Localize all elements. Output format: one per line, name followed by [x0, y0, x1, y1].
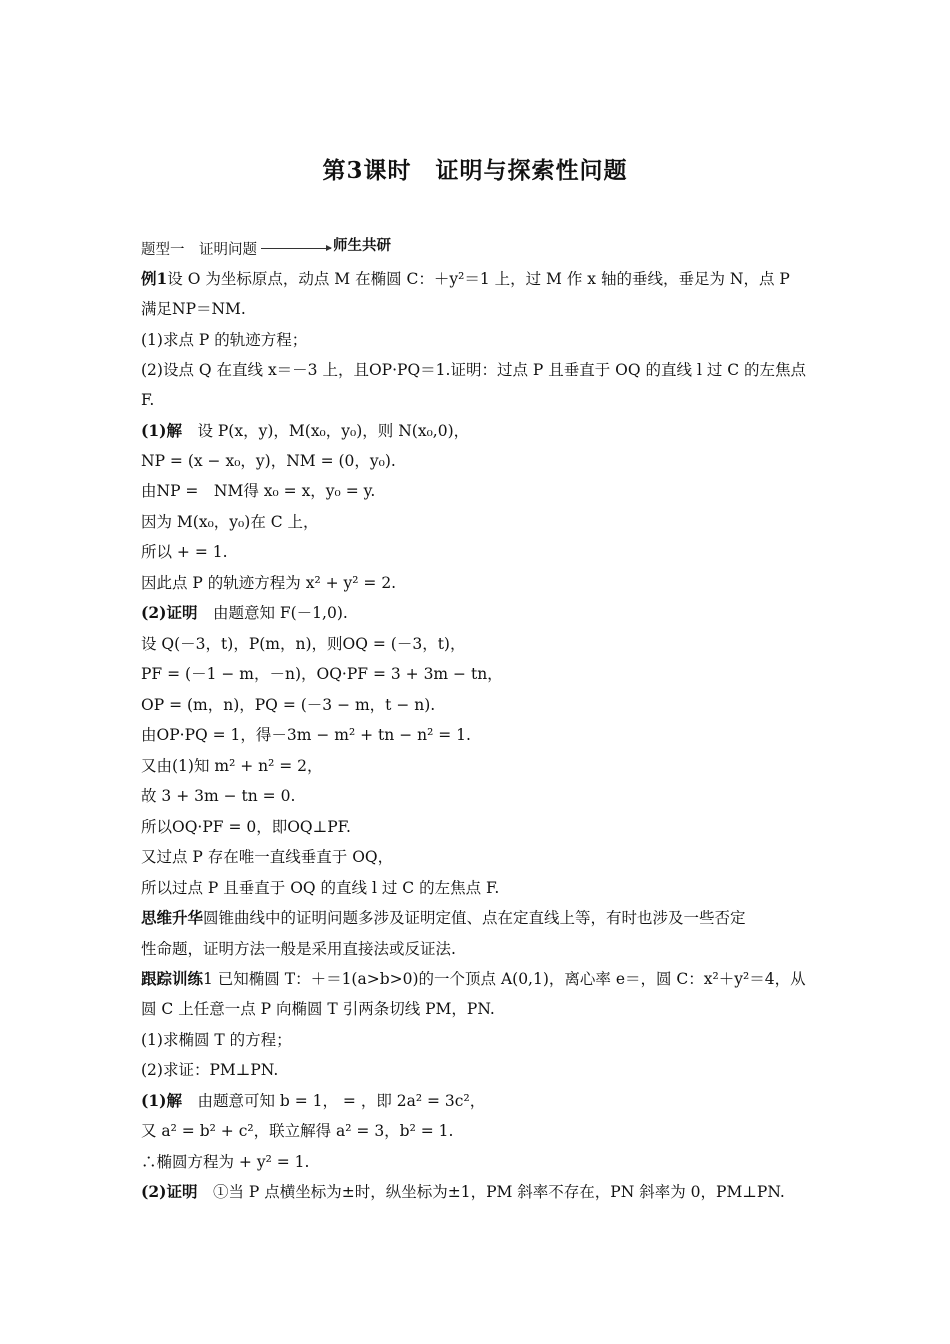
- line-text: ①当 P 点横坐标为±时，纵坐标为±1，PM 斜率不存在，PN 斜率为 0，PM⊥PN.: [197, 1183, 785, 1201]
- text-line: [141, 1182, 813, 1202]
- line-text: (2)求证：PM⊥PN.: [141, 1061, 279, 1079]
- text-line: [141, 664, 813, 684]
- text-line: [141, 1091, 813, 1111]
- line-text: 因此点 P 的轨迹方程为 x² + y² = 2.: [141, 574, 397, 592]
- text-line: [141, 1060, 813, 1080]
- line-text: (2)设点 Q 在直线 x＝－3 上，且OP·PQ＝1.证明：过点 P 且垂直于 OQ 的直线 l 过 C 的左焦点: [141, 361, 807, 379]
- text-line: [141, 573, 813, 593]
- line-text: 圆锥曲线中的证明问题多涉及证明定值、点在定直线上等，有时也涉及一些否定: [203, 909, 746, 927]
- line-text: 1 已知椭圆 T：＋＝1(a>b>0)的一个顶点 A(0,1)，离心率 e＝，圆 C：x²＋y²＝4，从: [203, 970, 806, 988]
- text-line: [141, 878, 813, 898]
- line-text: OP = (m，n)，PQ = (－3 − m，t − n).: [141, 696, 436, 714]
- line-text: 所以过点 P 且垂直于 OQ 的直线 l 过 C 的左焦点 F.: [141, 879, 500, 897]
- line-text: 圆 C 上任意一点 P 向椭圆 T 引两条切线 PM，PN.: [141, 1000, 495, 1018]
- line-label: (1)解: [141, 421, 182, 440]
- text-line: [141, 634, 813, 654]
- text-line: [141, 969, 813, 989]
- text-line: [141, 512, 813, 532]
- text-line: [141, 451, 813, 471]
- line-text: NP = (x − x₀，y)，NM = (0，y₀).: [141, 452, 396, 470]
- line-text: 设 O 为坐标原点，动点 M 在椭圆 C：＋y²＝1 上，过 M 作 x 轴的垂线，垂足为 N，点 P: [167, 270, 790, 288]
- line-text: 由题意可知 b = 1， = ，即 2a² = 3c²，: [181, 1092, 486, 1110]
- section-tag: 师生共研: [333, 237, 391, 254]
- line-text: 设 P(x，y)，M(x₀，y₀)，则 N(x₀,0)，: [181, 422, 470, 440]
- line-text: (1)求点 P 的轨迹方程；: [141, 331, 308, 349]
- title-lesson: 第3课时: [322, 157, 412, 184]
- section-heading: [141, 238, 391, 259]
- text-line: [141, 390, 813, 410]
- line-label: 跟踪训练: [141, 969, 204, 988]
- text-line: [141, 756, 813, 776]
- line-label: 思维升华: [141, 908, 204, 927]
- text-line: [141, 299, 813, 319]
- text-line: [141, 817, 813, 837]
- title-topic: 证明与探索性问题: [435, 157, 628, 184]
- text-line: [141, 695, 813, 715]
- text-line: [141, 725, 813, 745]
- line-text: 满足NP＝NM.: [141, 300, 246, 318]
- text-line: [141, 786, 813, 806]
- line-text: ∴椭圆方程为 + y² = 1.: [141, 1153, 310, 1171]
- text-line: [141, 908, 813, 928]
- line-text: 由题意知 F(－1,0).: [197, 604, 348, 622]
- line-text: 设 Q(－3，t)，P(m，n)，则OQ = (－3，t)，: [141, 635, 466, 653]
- text-line: [141, 1152, 813, 1172]
- text-line: [141, 1030, 813, 1050]
- text-line: [141, 1121, 813, 1141]
- line-text: 又过点 P 存在唯一直线垂直于 OQ，: [141, 848, 394, 866]
- text-line: [141, 939, 813, 959]
- arrow-icon: [261, 248, 331, 249]
- text-line: [141, 999, 813, 1019]
- text-line: [141, 330, 813, 350]
- line-text: (1)求椭圆 T 的方程；: [141, 1031, 292, 1049]
- line-text: 因为 M(x₀，y₀)在 C 上，: [141, 513, 319, 531]
- text-line: [141, 269, 813, 289]
- text-line: [141, 542, 813, 562]
- line-text: 故 3 + 3m − tn = 0.: [141, 787, 296, 805]
- line-text: 所以OQ·PF = 0，即OQ⊥PF.: [141, 818, 351, 836]
- section-label: 题型一 证明问题: [141, 242, 257, 258]
- line-text: PF = (－1 − m，－n)，OQ·PF = 3 + 3m − tn，: [141, 665, 503, 683]
- line-text: 由NP = NM得 x₀ = x，y₀ = y.: [141, 482, 376, 500]
- line-label: (2)证明: [141, 603, 198, 622]
- line-text: 由OP·PQ = 1，得－3m − m² + tn − n² = 1.: [141, 726, 471, 744]
- text-line: [141, 847, 813, 867]
- text-line: [141, 481, 813, 501]
- line-text: F.: [141, 391, 155, 409]
- line-label: (1)解: [141, 1091, 182, 1110]
- text-line: [141, 360, 813, 380]
- line-text: 又由(1)知 m² + n² = 2，: [141, 757, 323, 775]
- text-line: [141, 603, 813, 623]
- line-label: (2)证明: [141, 1182, 198, 1201]
- line-text: 所以 + = 1.: [141, 543, 228, 561]
- line-text: 又 a² = b² + c²，联立解得 a² = 3，b² = 1.: [141, 1122, 454, 1140]
- text-line: [141, 421, 813, 441]
- page-title: [0, 152, 950, 185]
- line-label: 例1: [141, 269, 168, 288]
- line-text: 性命题，证明方法一般是采用直接法或反证法.: [141, 940, 456, 958]
